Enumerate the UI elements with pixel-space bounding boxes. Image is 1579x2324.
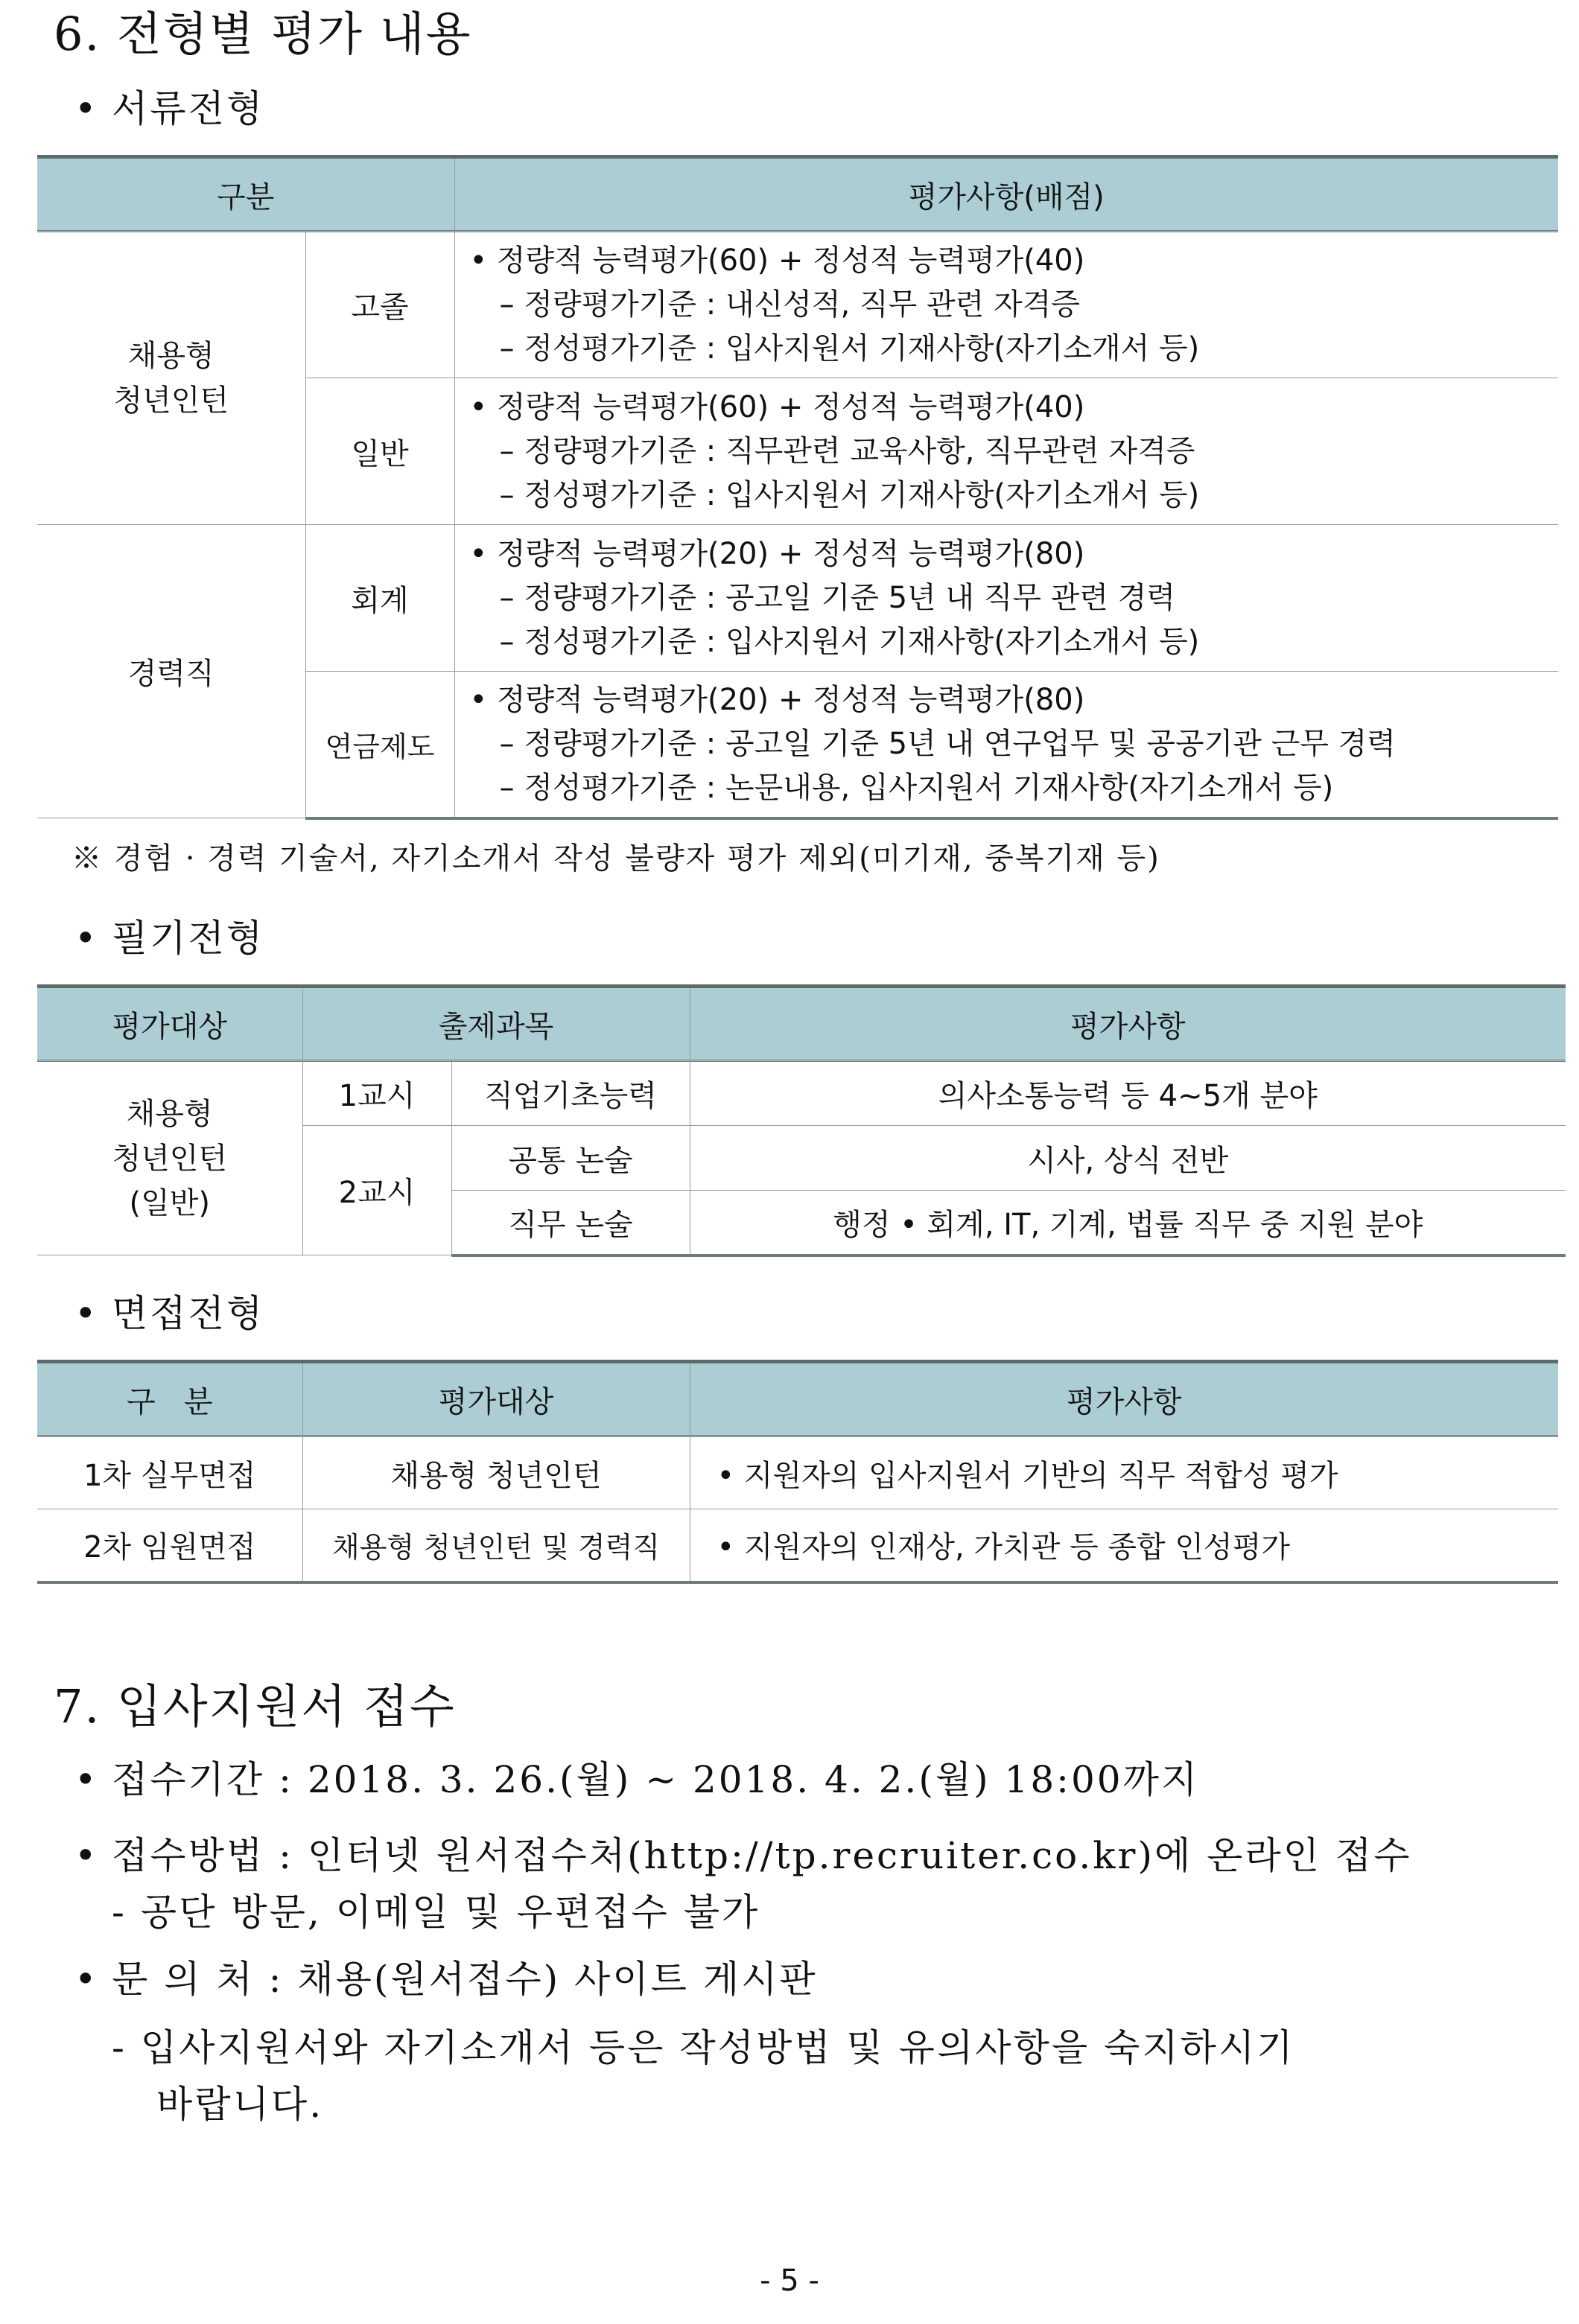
interview-table [37,1360,1558,1584]
exam-target-line: 청년인턴 [112,1141,228,1176]
group-name: 경력직 [37,525,305,818]
exam-criteria: 의사소통능력 등 4~5개 분야 [690,1061,1566,1126]
written-exam-table [37,984,1566,1257]
doc-screening-table [37,155,1558,820]
exam-period: 1교시 [302,1061,451,1126]
table-header-row [37,987,1566,1061]
written-exam-heading [74,916,264,961]
contact-info-text: 문 의 처 : 채용(원서접수) 사이트 게시판 [112,1958,818,2001]
interview-heading [74,1291,264,1336]
sub-category: 연금제도 [305,672,454,818]
application-method-note: - 공단 방문, 이메일 및 우편접수 불가 [112,1891,760,1934]
criteria-cell [454,232,1558,378]
interview-stage: 1차 실무면접 [37,1436,302,1509]
criteria-line: – 정량평가기준 : 직무관련 교육사항, 직무관련 자격증 [499,433,1195,468]
header-stage: 구 분 [37,1362,302,1436]
interview-criteria: • 지원자의 입사지원서 기반의 직무 적합성 평가 [690,1436,1558,1509]
header-target: 평가대상 [37,987,302,1061]
doc-screening-label: 서류전형 [112,87,265,130]
exam-target-line: (일반) [129,1185,210,1220]
group-name [37,232,305,525]
table-row [37,232,1558,378]
header-criteria: 평가사항 [690,1362,1558,1436]
criteria-line: – 정성평가기준 : 논문내용, 입사지원서 기재사항(자기소개서 등) [499,770,1334,805]
application-method [74,1833,1412,1878]
application-method-text: 접수방법 : 인터넷 원서접수처(http://tp.recruiter.co.kr)에 온라인 접수 [112,1834,1412,1877]
exam-subject: 공통 논술 [451,1126,690,1191]
exam-subject: 직업기초능력 [451,1061,690,1126]
interview-label: 면접전형 [112,1292,265,1335]
criteria-line: • 정량적 능력평가(60) + 정성적 능력평가(40) [469,389,1085,424]
table-row [37,525,1558,672]
exam-period: 2교시 [302,1126,451,1255]
section7-title: 7. 입사지원서 접수 [54,1679,456,1734]
bullet-icon: • [74,917,99,960]
application-period [74,1757,1199,1802]
criteria-line: • 정량적 능력평가(60) + 정성적 능력평가(40) [469,243,1085,278]
bullet-icon: • [74,1958,99,2001]
exam-target [37,1061,302,1255]
contact-info [74,1957,818,2002]
table-row [37,1509,1558,1582]
interview-criteria: • 지원자의 인재상, 가치관 등 종합 인성평가 [690,1509,1558,1582]
header-subject: 출제과목 [302,987,690,1061]
criteria-line: – 정성평가기준 : 입사지원서 기재사항(자기소개서 등) [499,331,1200,366]
table-header-row [37,1362,1558,1436]
table-row [37,1061,1566,1126]
criteria-cell [454,378,1558,525]
contact-note-line2: 바랍니다. [156,2083,324,2126]
header-target: 평가대상 [302,1362,690,1436]
sub-category: 고졸 [305,232,454,378]
bullet-icon: • [74,87,99,130]
sub-category: 일반 [305,378,454,525]
exam-target-line: 채용형 [126,1096,213,1131]
bullet-icon: • [74,1292,99,1335]
contact-note-line1: - 입사지원서와 자기소개서 등은 작성방법 및 유의사항을 숙지하시기 [112,2026,1295,2069]
exam-subject: 직무 논술 [451,1191,690,1255]
table-row [37,1436,1558,1509]
doc-screening-note: ※ 경험 · 경력 기술서, 자기소개서 작성 불량자 평가 제외(미기재, 중복기재 등) [72,841,1160,876]
group-name-line: 청년인턴 [113,383,229,418]
header-criteria: 평가사항(배점) [454,157,1558,232]
bullet-icon: • [74,1834,99,1877]
application-period-text: 접수기간 : 2018. 3. 26.(월) ~ 2018. 4. 2.(월) 18:00까지 [112,1758,1200,1801]
interview-target: 채용형 청년인턴 [302,1436,690,1509]
page-number: - 5 - [760,2264,819,2298]
criteria-cell [454,525,1558,672]
criteria-line: – 정성평가기준 : 입사지원서 기재사항(자기소개서 등) [499,477,1200,512]
criteria-line: • 정량적 능력평가(20) + 정성적 능력평가(80) [469,682,1085,717]
header-category: 구분 [37,157,454,232]
section6-title: 6. 전형별 평가 내용 [54,7,472,61]
doc-screening-heading [74,86,264,131]
group-name-line: 채용형 [127,339,215,373]
exam-criteria: 시사, 상식 전반 [690,1126,1566,1191]
written-exam-label: 필기전형 [112,917,265,960]
header-criteria: 평가사항 [690,987,1566,1061]
criteria-line: – 정량평가기준 : 공고일 기준 5년 내 직무 관련 경력 [499,580,1176,615]
criteria-line: • 정량적 능력평가(20) + 정성적 능력평가(80) [469,536,1085,571]
criteria-cell [454,672,1558,818]
interview-target: 채용형 청년인턴 및 경력직 [302,1509,690,1582]
interview-stage: 2차 임원면접 [37,1509,302,1582]
sub-category: 회계 [305,525,454,672]
criteria-line: – 정량평가기준 : 내신성적, 직무 관련 자격증 [499,287,1080,322]
exam-criteria: 행정 • 회계, IT, 기계, 법률 직무 중 지원 분야 [690,1191,1566,1255]
criteria-line: – 정량평가기준 : 공고일 기준 5년 내 연구업무 및 공공기관 근무 경력 [499,726,1396,761]
criteria-line: – 정성평가기준 : 입사지원서 기재사항(자기소개서 등) [499,624,1200,659]
bullet-icon: • [74,1758,99,1801]
table-header-row [37,157,1558,232]
